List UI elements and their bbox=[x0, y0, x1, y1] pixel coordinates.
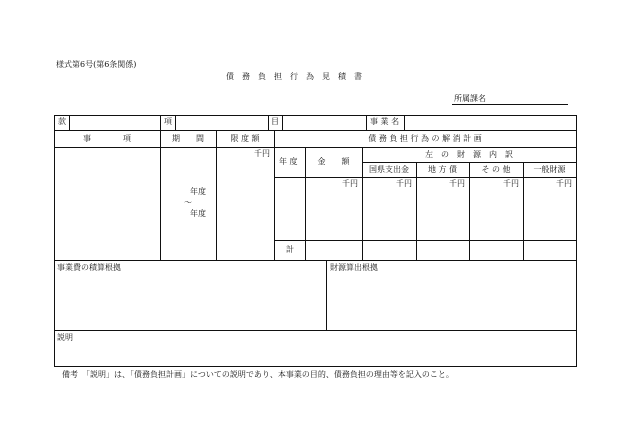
rule-total bbox=[274, 240, 577, 241]
rule-col-kokuken bbox=[362, 147, 363, 260]
header-chihousai: 地 方 債 bbox=[427, 165, 458, 174]
header-ippan: 一般財源 bbox=[533, 165, 566, 174]
rule-basis-split bbox=[326, 260, 327, 330]
rule-col-ippan bbox=[523, 162, 524, 260]
period-from: 年度 bbox=[190, 187, 206, 196]
rule-col-chihousai bbox=[416, 162, 417, 260]
header-gendogaku: 限 度 額 bbox=[230, 134, 260, 143]
dept-underline bbox=[452, 104, 568, 105]
unit-kingaku: 千円 bbox=[342, 179, 358, 188]
section-source-basis: 財源算出根拠 bbox=[330, 263, 378, 272]
rule-row1 bbox=[54, 130, 577, 131]
form-number: 様式第6号(第6条関係) bbox=[56, 60, 137, 69]
rule-row1-e bbox=[282, 115, 283, 130]
period-to: 年度 bbox=[190, 209, 206, 218]
unit-kokuken: 千円 bbox=[396, 179, 412, 188]
rule-row1-b bbox=[160, 115, 161, 130]
unit-ippan: 千円 bbox=[556, 179, 572, 188]
header-breakdown: 左 の 財 源 内 訳 bbox=[425, 150, 513, 159]
rule-col-sonota bbox=[469, 162, 470, 260]
total-label: 計 bbox=[286, 245, 294, 254]
section-basis: 事業費の積算根拠 bbox=[57, 263, 121, 272]
rule-basis-bottom bbox=[54, 330, 577, 331]
label-moku: 目 bbox=[271, 117, 279, 126]
table-border-top bbox=[54, 115, 577, 116]
unit-sonota: 千円 bbox=[503, 179, 519, 188]
rule-col-kikan bbox=[160, 130, 161, 260]
header-kingaku: 金 額 bbox=[317, 157, 350, 166]
rule-row1-c bbox=[175, 115, 176, 130]
label-jigyou-mei: 事 業 名 bbox=[370, 117, 400, 126]
header-kokuken: 国県支出金 bbox=[369, 165, 409, 174]
rule-row1-f bbox=[366, 115, 367, 130]
rule-row1-a bbox=[69, 115, 70, 130]
unit-gendogaku: 千円 bbox=[254, 149, 270, 158]
rule-row1-d bbox=[268, 115, 269, 130]
header-plan: 債 務 負 担 行 為 の 解 消 計 画 bbox=[368, 134, 482, 143]
label-kan: 款 bbox=[58, 117, 66, 126]
header-nendo: 年 度 bbox=[279, 157, 298, 166]
rule-header bbox=[54, 147, 577, 148]
label-kou: 項 bbox=[164, 117, 172, 126]
header-jikou: 事 項 bbox=[83, 134, 131, 143]
dept-label: 所属課名 bbox=[454, 94, 486, 103]
footnote: 備考 「説明」は、「債務負担計画」についての説明であり、本事業の目的、債務負担の理由等を記入のこと。 bbox=[62, 370, 454, 379]
rule-row1-g bbox=[404, 115, 405, 130]
header-sonota: そ の 他 bbox=[481, 165, 511, 174]
period-tilde: 〜 bbox=[184, 198, 192, 207]
header-kikan: 期 間 bbox=[172, 134, 204, 143]
section-explanation: 説明 bbox=[57, 333, 73, 342]
rule-subheader bbox=[274, 177, 577, 178]
rule-main-bottom bbox=[54, 260, 577, 261]
page-title: 債 務 負 担 行 為 見 積 書 bbox=[226, 72, 362, 81]
unit-chihousai: 千円 bbox=[449, 179, 465, 188]
rule-col-plan bbox=[274, 130, 275, 260]
table-border-bottom bbox=[54, 366, 577, 367]
